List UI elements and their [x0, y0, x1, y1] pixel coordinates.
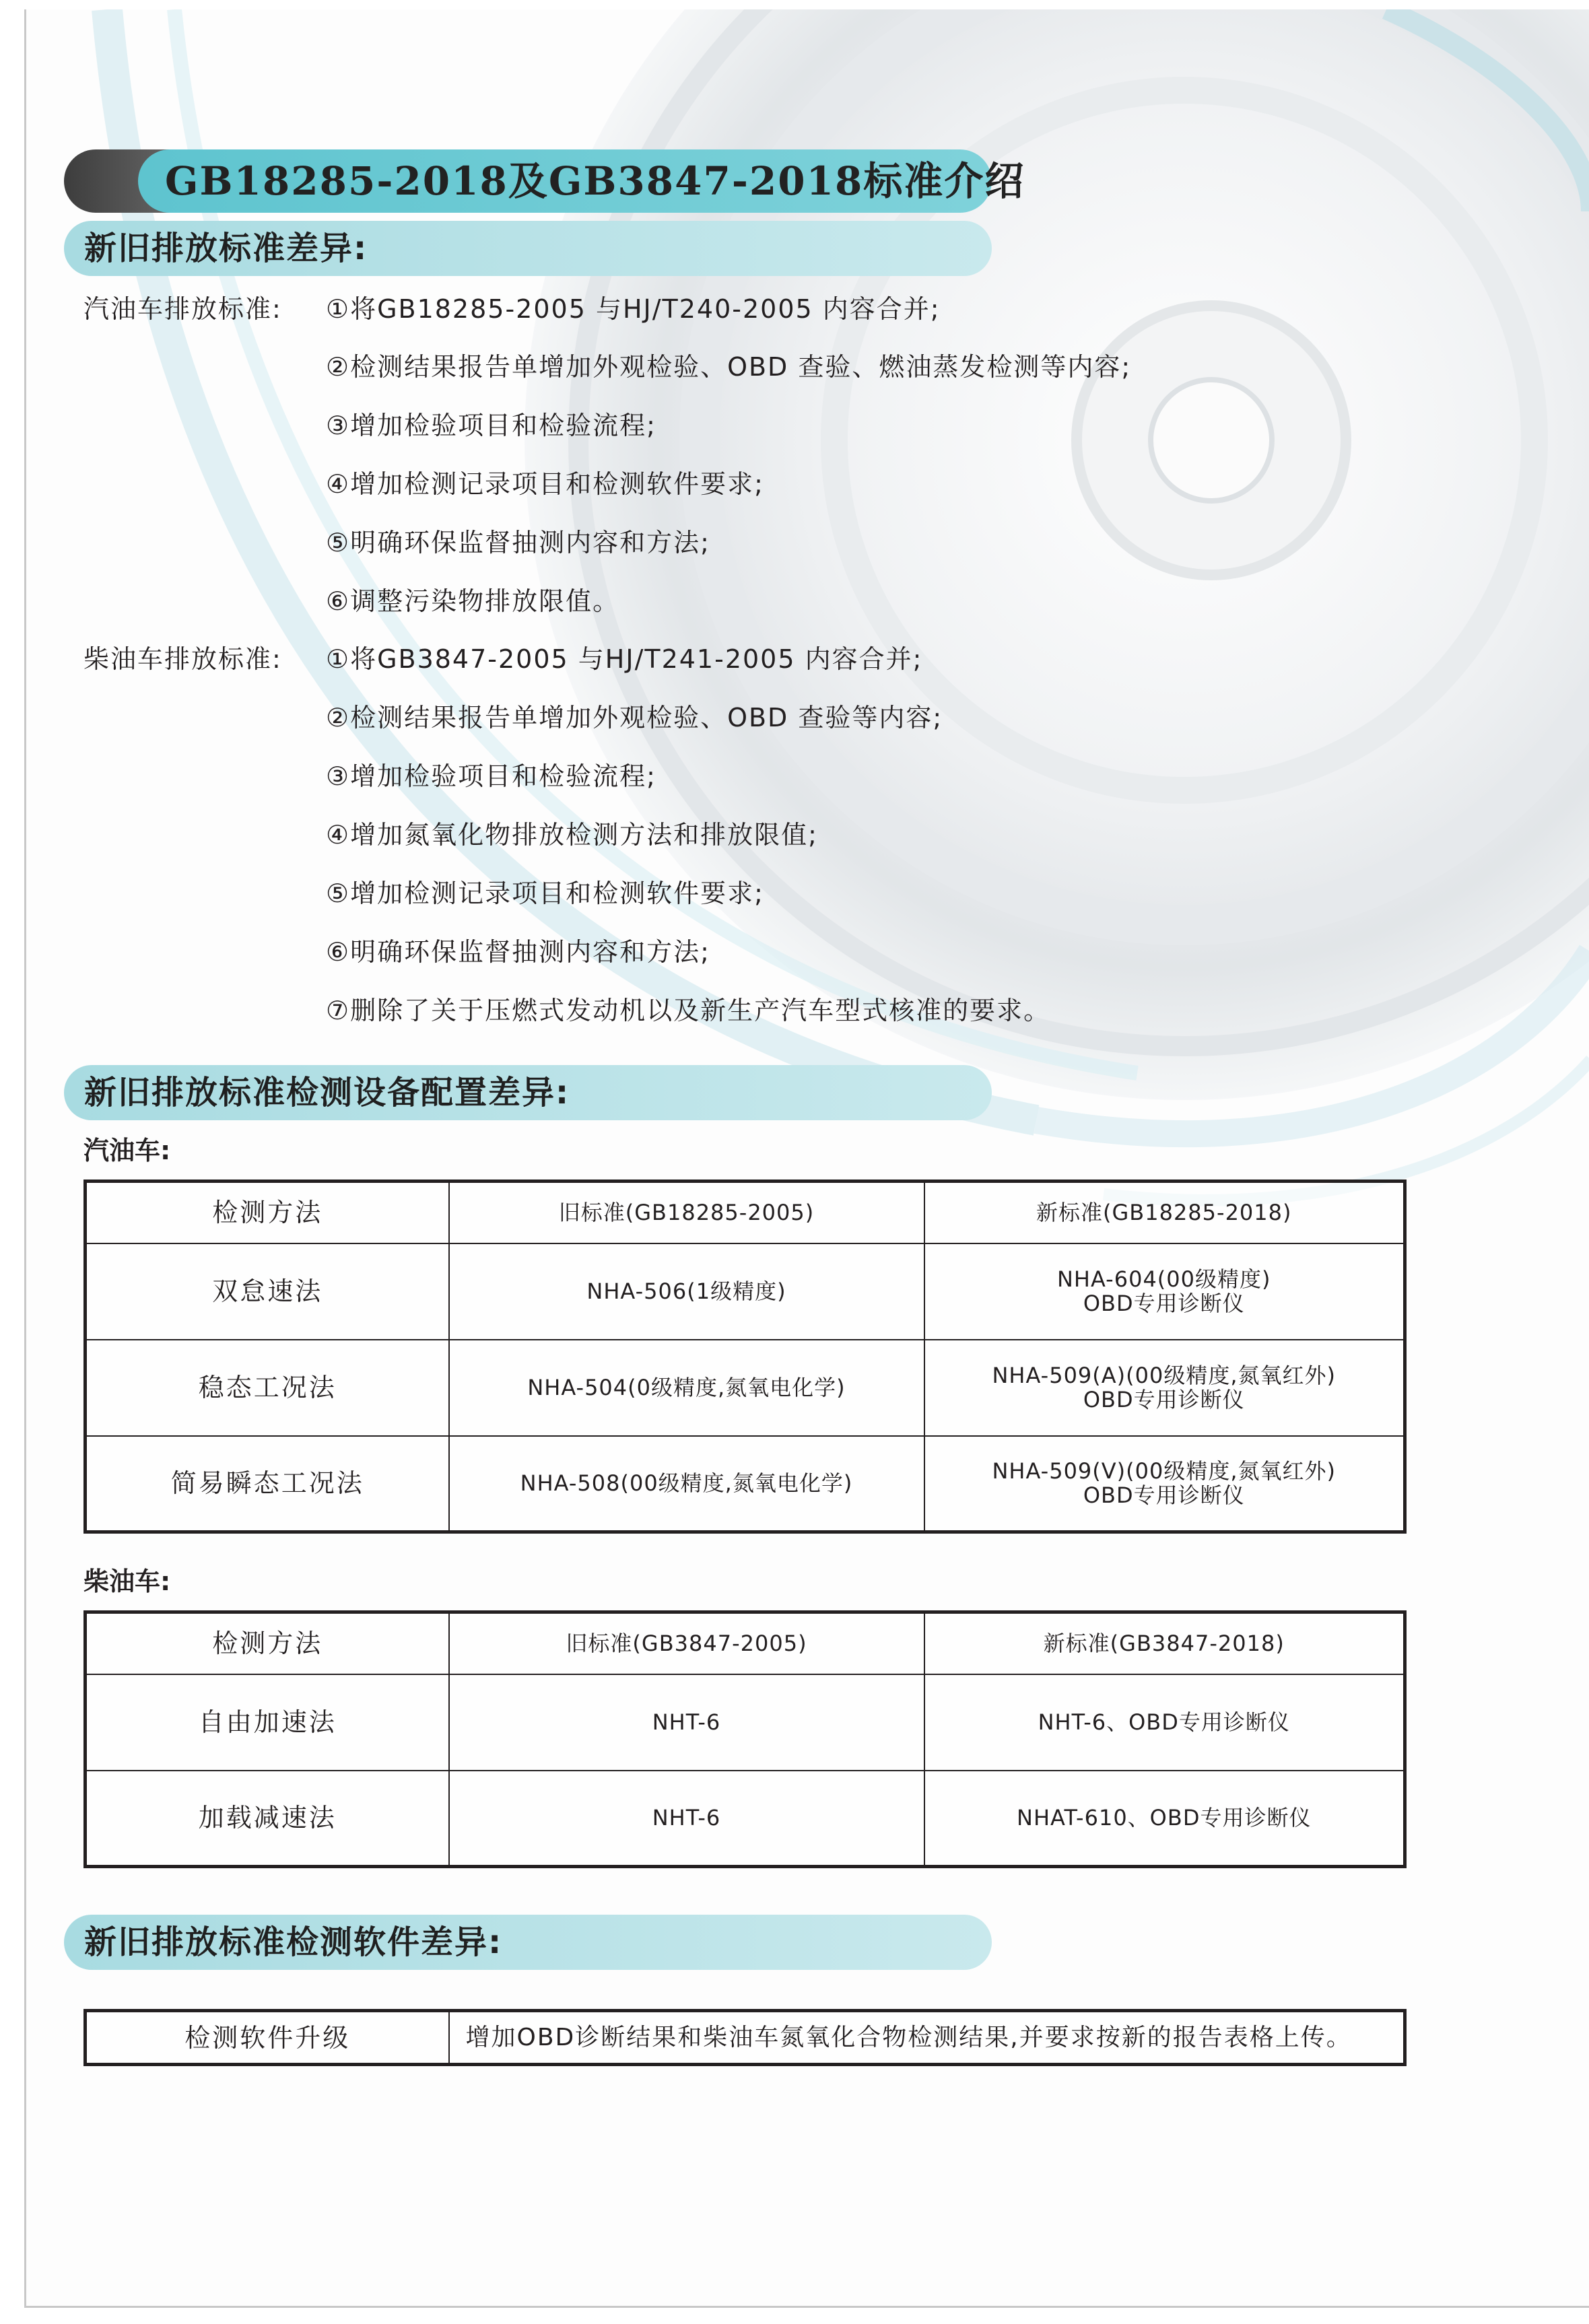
- gasoline-item-3: ③增加检验项目和检验流程;: [326, 411, 656, 440]
- title-banner: [64, 149, 1025, 213]
- new-equipment-line: NHA-509(V)(00级精度,氮氧红外): [992, 1458, 1337, 1484]
- new-equipment-cell: [924, 1243, 1405, 1340]
- gasoline-equipment-table: [83, 1180, 1407, 1534]
- section-header-equipment-diff: [64, 1065, 992, 1120]
- header-new-standard: 新标准(GB3847-2018): [924, 1612, 1405, 1674]
- diesel-item-1: ①将GB3847-2005 与HJ/T241-2005 内容合并;: [326, 644, 923, 674]
- old-equipment-cell: NHA-508(00级精度,氮氧电化学): [449, 1436, 924, 1532]
- method-cell: 稳态工况法: [86, 1340, 449, 1436]
- old-equipment-cell: NHA-504(0级精度,氮氧电化学): [449, 1340, 924, 1436]
- method-cell: 加载减速法: [86, 1771, 449, 1867]
- gasoline-item-2: ②检测结果报告单增加外观检验、OBD 查验、燃油蒸发检测等内容;: [326, 352, 1132, 382]
- diesel-item-4: ④增加氮氧化物排放检测方法和排放限值;: [326, 820, 818, 850]
- diesel-standard-label: 柴油车排放标准:: [83, 644, 282, 674]
- table-header-row: [86, 1182, 1405, 1243]
- section-header-software-diff: [64, 1915, 992, 1970]
- gasoline-item-4: ④增加检测记录项目和检测软件要求;: [326, 469, 764, 499]
- new-equipment-cell: NHT-6、OBD专用诊断仪: [924, 1674, 1405, 1771]
- table-row: [86, 1674, 1405, 1771]
- diesel-item-2: ②检测结果报告单增加外观检验、OBD 查验等内容;: [326, 703, 943, 732]
- table-row: [86, 1771, 1405, 1867]
- software-label-cell: 检测软件升级: [86, 2011, 449, 2065]
- table-row: [86, 2011, 1405, 2065]
- old-equipment-cell: NHA-506(1级精度): [449, 1243, 924, 1340]
- gasoline-item-1: ①将GB18285-2005 与HJ/T240-2005 内容合并;: [326, 294, 941, 324]
- old-equipment-cell: NHT-6: [449, 1771, 924, 1867]
- section-title: 新旧排放标准检测软件差异:: [84, 1923, 503, 1961]
- section-title: 新旧排放标准检测设备配置差异:: [84, 1074, 570, 1112]
- header-new-standard: 新标准(GB18285-2018): [924, 1182, 1405, 1243]
- method-cell: 自由加速法: [86, 1674, 449, 1771]
- new-equipment-line: OBD专用诊断仪: [1083, 1387, 1245, 1412]
- new-equipment-line: NHA-604(00级精度): [1056, 1266, 1271, 1292]
- software-description-cell: 增加OBD诊断结果和柴油车氮氧化合物检测结果,并要求按新的报告表格上传。: [449, 2011, 1405, 2065]
- gasoline-subtitle: 汽油车:: [83, 1136, 171, 1165]
- new-equipment-line: OBD专用诊断仪: [1083, 1482, 1245, 1509]
- gasoline-item-6: ⑥调整污染物排放限值。: [326, 586, 620, 616]
- new-equipment-line: OBD专用诊断仪: [1083, 1291, 1245, 1316]
- table-row: [86, 1340, 1405, 1436]
- diesel-subtitle: 柴油车:: [83, 1567, 171, 1596]
- new-equipment-cell: [924, 1436, 1405, 1532]
- new-equipment-line: NHA-509(A)(00级精度,氮氧红外): [992, 1363, 1337, 1388]
- table-row: [86, 1243, 1405, 1340]
- header-method: 检测方法: [86, 1612, 449, 1674]
- method-cell: 双怠速法: [86, 1243, 449, 1340]
- section-title: 新旧排放标准差异:: [84, 230, 368, 267]
- header-method: 检测方法: [86, 1182, 449, 1243]
- table-header-row: [86, 1612, 1405, 1674]
- diesel-item-5: ⑤增加检测记录项目和检测软件要求;: [326, 879, 764, 908]
- gasoline-standard-label: 汽油车排放标准:: [83, 294, 282, 324]
- header-old-standard: 旧标准(GB3847-2005): [449, 1612, 924, 1674]
- diesel-equipment-table: [83, 1610, 1407, 1868]
- section-header-emission-diff: [64, 221, 992, 276]
- old-equipment-cell: NHT-6: [449, 1674, 924, 1771]
- new-equipment-cell: [924, 1340, 1405, 1436]
- header-old-standard: 旧标准(GB18285-2005): [449, 1182, 924, 1243]
- table-row: [86, 1436, 1405, 1532]
- diesel-item-7: ⑦删除了关于压燃式发动机以及新生产汽车型式核准的要求。: [326, 996, 1051, 1025]
- page-title: GB18285-2018及GB3847-2018标准介绍: [165, 158, 1025, 204]
- software-table: [83, 2009, 1407, 2066]
- new-equipment-cell: NHAT-610、OBD专用诊断仪: [924, 1771, 1405, 1867]
- diesel-item-6: ⑥明确环保监督抽测内容和方法;: [326, 937, 710, 967]
- gasoline-item-5: ⑤明确环保监督抽测内容和方法;: [326, 528, 710, 557]
- method-cell: 简易瞬态工况法: [86, 1436, 449, 1532]
- diesel-item-3: ③增加检验项目和检验流程;: [326, 761, 656, 791]
